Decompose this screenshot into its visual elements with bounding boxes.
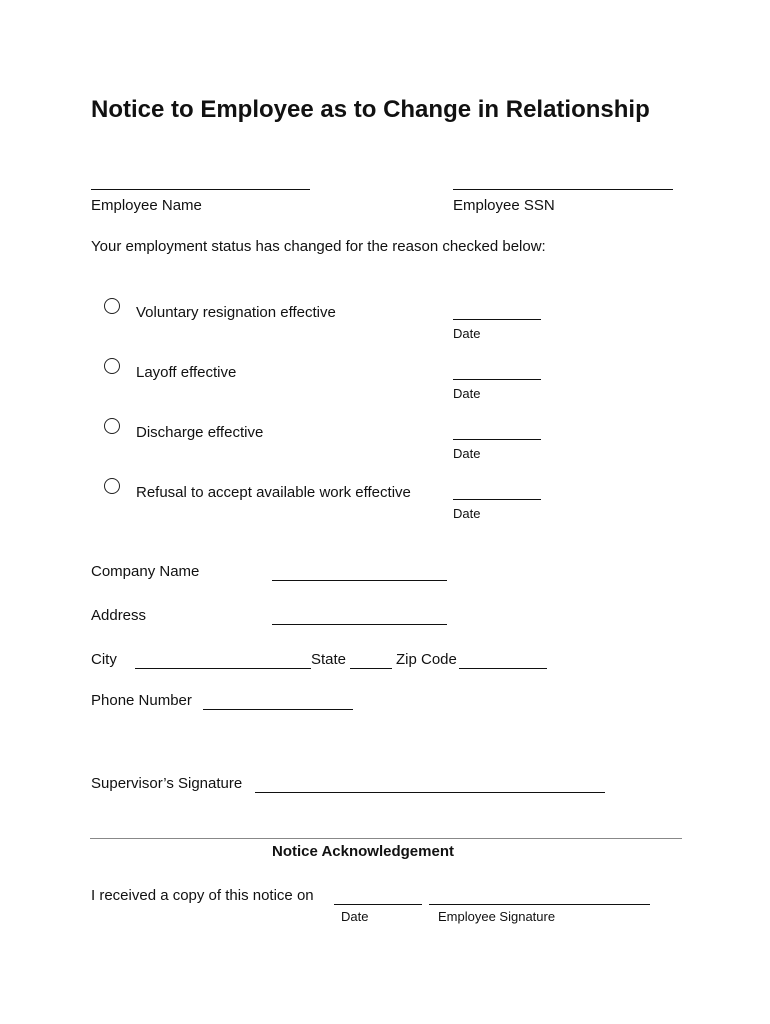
company-name-field[interactable] [272, 563, 447, 583]
discharge-label: Discharge effective [136, 424, 264, 441]
phone-number-field[interactable] [203, 692, 353, 712]
employee-name-field[interactable] [91, 172, 310, 192]
city-label: City [91, 651, 117, 668]
city-field[interactable] [135, 651, 311, 671]
supervisor-signature-label: Supervisor’s Signature [91, 775, 243, 792]
employee-ssn-label: Employee SSN [453, 197, 555, 214]
layoff-date-label: Date [453, 386, 481, 401]
supervisor-signature-field[interactable] [255, 775, 605, 795]
zip-code-label: Zip Code [396, 651, 457, 668]
refusal-date-label: Date [453, 506, 481, 521]
voluntary-resignation-radio[interactable] [104, 298, 120, 314]
company-name-label: Company Name [91, 563, 200, 580]
discharge-date-label: Date [453, 446, 481, 461]
employee-signature-field[interactable] [429, 887, 650, 907]
voluntary-resignation-label: Voluntary resignation effective [136, 304, 336, 321]
layoff-radio[interactable] [104, 358, 120, 374]
state-label: State [311, 651, 347, 668]
voluntary-resignation-date-label: Date [453, 326, 481, 341]
section-divider [90, 838, 682, 839]
ack-date-label: Date [341, 909, 369, 924]
voluntary-resignation-date-field[interactable] [453, 302, 541, 322]
layoff-label: Layoff effective [136, 364, 237, 381]
address-field[interactable] [272, 607, 447, 627]
employee-ssn-field[interactable] [453, 172, 673, 192]
employee-name-label: Employee Name [91, 197, 202, 214]
employee-signature-label: Employee Signature [438, 909, 556, 924]
discharge-date-field[interactable] [453, 422, 541, 442]
state-field[interactable] [350, 651, 392, 671]
refusal-label: Refusal to accept available work effective [136, 484, 411, 501]
zip-code-field[interactable] [459, 651, 547, 671]
layoff-date-field[interactable] [453, 362, 541, 382]
ack-date-field[interactable] [334, 887, 422, 907]
received-copy-label: I received a copy of this notice on [91, 887, 314, 904]
refusal-radio[interactable] [104, 478, 120, 494]
page-title: Notice to Employee as to Change in Relationship [91, 96, 650, 123]
acknowledgement-heading: Notice Acknowledgement [272, 843, 454, 860]
refusal-date-field[interactable] [453, 482, 541, 502]
status-intro: Your employment status has changed for the reason checked below: [91, 238, 546, 255]
discharge-radio[interactable] [104, 418, 120, 434]
address-label: Address [91, 607, 147, 624]
phone-number-label: Phone Number [91, 692, 192, 709]
